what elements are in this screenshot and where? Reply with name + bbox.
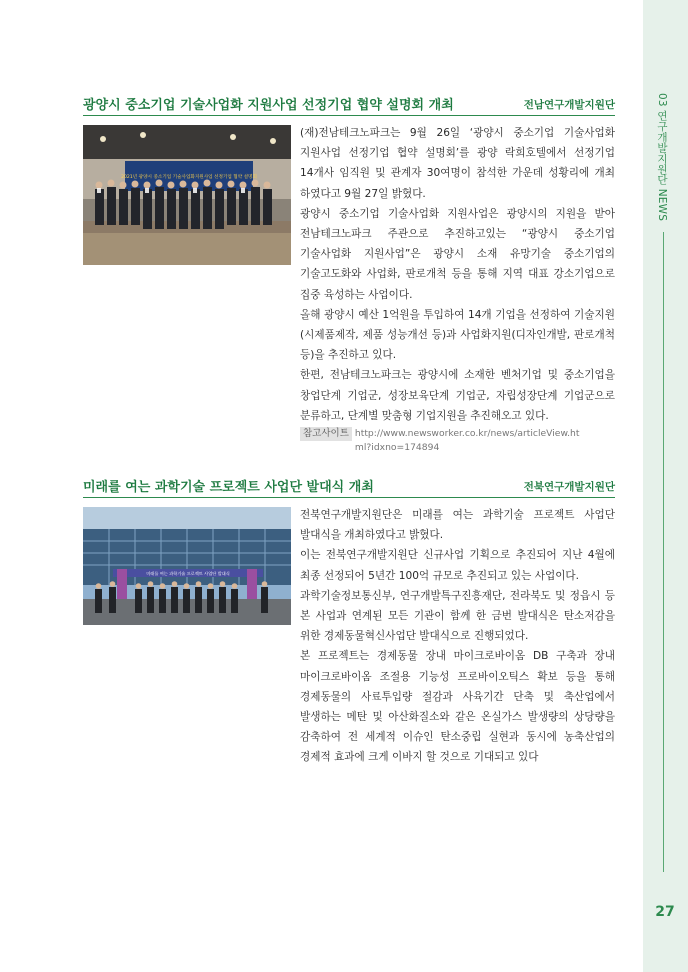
article-body	[300, 505, 615, 768]
article-body	[300, 123, 615, 455]
article-title: 광양시 중소기업 기술사업화 지원사업 선정기업 협약 설명회 개최	[83, 98, 454, 113]
article-divider	[83, 115, 615, 116]
article-gwangyang	[83, 92, 615, 454]
sidebar-divider	[663, 232, 664, 872]
paragraph: 광양시 중소기업 기술사업화 지원사업은 광양시의 지원을 받아 전남테크노파크 주관으로 추진하고있는 “광양시 중소기업 기술사업화 지원사업”은 광양시 소재 유망기술 중소기업의 기술고도화와 사업화, 판로개척 등을 통해 지역 대표 강소기업으로 집중 육성하는 사업이다.	[300, 207, 615, 301]
page-number: 27	[655, 904, 675, 920]
reference-row	[300, 427, 615, 455]
paragraph: 전북연구개발지원단은 미래를 여는 과학기술 프로젝트 사업단 발대식을 개최하였다고 밝혔다.	[300, 509, 615, 542]
paragraph: 이는 전북연구개발지원단 신규사업 기획으로 추진되어 지난 4월에 최종 선정되어 5년간 100억 규모로 추진되고 있는 사업이다.	[300, 549, 615, 582]
paragraph: 올해 광양시 예산 1억원을 투입하여 14개 기업을 선정하여 기술지원(시제품제작, 제품 성능개선 등)과 사업화지원(디자인개발, 판로개척 등)을 추진하고 있다.	[300, 308, 615, 362]
paragraph: 과학기술정보통신부, 연구개발특구진흥재단, 전라북도 및 정읍시 등 본 사업과 연계된 모든 기관이 함께 한 금번 발대식은 탄소저감을 위한 경제동물혁신사업단 발대식으로 진행되었다.	[300, 589, 616, 643]
article-org: 전북연구개발지원단	[523, 481, 615, 493]
ceremony-photo-image	[83, 507, 291, 625]
event-banner-text: 2021년 광양시 중소기업 기술사업화지원사업 선정기업 협약 설명회	[121, 175, 257, 180]
paragraph: 한편, 전남테크노파크는 광양시에 소재한 벤처기업 및 중소기업을 창업단계 기업군, 성장보육단계 기업군, 자립성장단계 기업군으로 분류하고, 단계별 맞춤형 기업지원을 추진해오고 있다.	[300, 369, 615, 422]
event-banner-text: 미래를 여는 과학기술 프로젝트 사업단 발대식	[146, 571, 230, 576]
reference-label: 참고사이트	[300, 427, 352, 441]
reference-link[interactable]: http://www.newsworker.co.kr/news/articleView.html?idxno=174894	[354, 428, 580, 454]
article-jeonbuk	[83, 474, 615, 774]
article-photo	[83, 507, 291, 625]
group-photo-image	[83, 125, 291, 265]
paragraph: (재)전남테크노파크는 9월 26일 ‘광양시 중소기업 기술사업화 지원사업 선정기업 협약 설명회’를 광양 락희호텔에서 선정기업 14개사 임직원 및 관계자 30여명이 참석한 가운데 성황리에 개최 하였다고 9월 27일 밝혔다.	[300, 127, 615, 200]
section-label: 03 연구개발지원단 NEWS	[656, 93, 668, 222]
article-org: 전남연구개발지원단	[523, 99, 615, 111]
paragraph: 본 프로젝트는 경제동물 장내 마이크로바이옴 DB 구축과 장내 마이크로바이옴 조절용 기능성 프로바이오틱스 확보 등을 통해 경제동물의 사료투입량 절감과 사육기간 단축 및 축산업에서 발생하는 메탄 및 아산화질소와 같은 온실가스 발생량의 상당량을 감축하여 전 세계적 이슈인 탄소중립 실현과 동시에 농축산업의 경제적 효과에 크게 이바지 할 것으로 기대되고 있다	[300, 650, 615, 764]
article-header	[83, 92, 615, 114]
article-photo	[83, 125, 291, 265]
article-title: 미래를 여는 과학기술 프로젝트 사업단 발대식 개최	[83, 480, 374, 495]
article-header	[83, 474, 615, 496]
article-divider	[83, 497, 615, 498]
